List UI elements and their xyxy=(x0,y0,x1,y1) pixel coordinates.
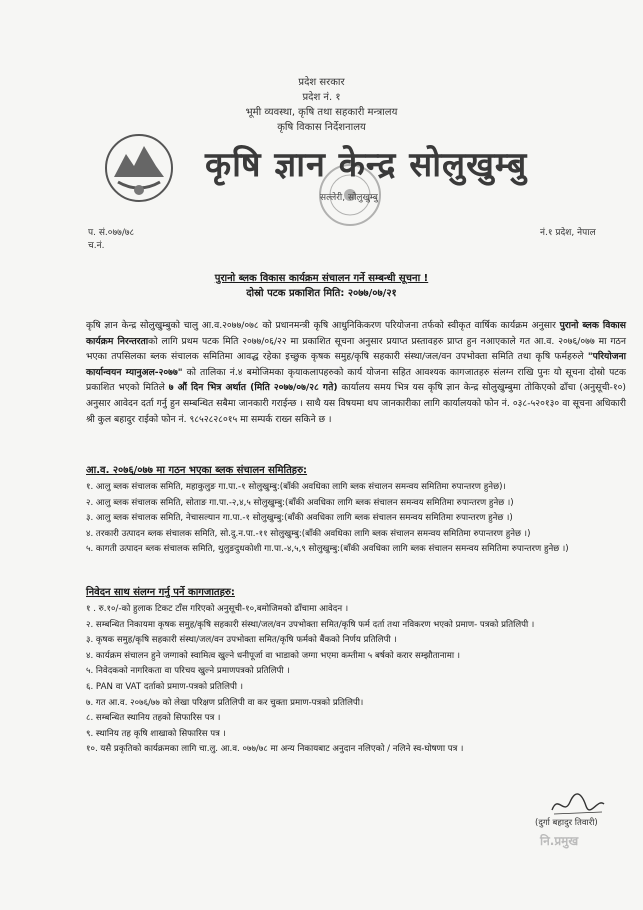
list-item: १०. यसै प्रकृतिको कार्यक्रमका लागि चा.लु. आ.व. ०७७/७८ मा अन्य निकायबाट अनुदान नलिएको / नलिने स्व-घोषणा पत्र । xyxy=(86,744,464,755)
list-item: १. आलु ब्लक संचालक समिति, महाकुलुङ गा.पा.-१ सोलुखुम्बु:(बाँकी अवधिका लागि ब्लक संचालन समन्वय समितिमा रुपान्तरण हुनेछ)। xyxy=(86,482,506,492)
list-item: ६. PAN वा VAT दर्ताको प्रमाण-पत्रको प्रतिलिपी । xyxy=(86,681,244,692)
documents-heading: निवेदन साथ संलग्न गर्नु पर्ने कागजातहरु: xyxy=(86,587,235,598)
province-label: नं.१ प्रदेश, नेपाल xyxy=(540,228,596,238)
reference-number: प. सं.०७७/७८ xyxy=(88,228,135,238)
office-location: सल्लेरी, सोलुखुम्बु xyxy=(320,193,378,203)
list-item: १ . रु.१०/-को हुलाक टिकट टाँस गरिएको अनुसूची-१०,बमोजिमको ढाँचामा आवेदन । xyxy=(86,604,349,614)
committees-list xyxy=(86,480,631,558)
faded-designation: नि.प्रमुख xyxy=(540,834,579,848)
header-line-3: भूमी व्यवस्था, कृषि तथा सहकारी मन्त्रालय xyxy=(245,107,398,118)
documents-list xyxy=(86,602,631,758)
header-line-4: कृषि विकास निर्देशनालय xyxy=(277,122,366,133)
list-item: ३. कृषक समुह/कृषि सहकारी संस्था/जल/वन उपभोक्ता समित/कृषि फर्मको बैंकको निर्णय प्रतिलिपी । xyxy=(86,635,397,646)
committees-heading: आ.व. २०७६/०७७ मा गठन भएका ब्लक संचालन समितिहरु: xyxy=(86,465,308,476)
notice-title: पुरानो ब्लक विकास कार्यक्रम संचालन गर्ने सम्बन्धी सूचना ! xyxy=(214,273,429,284)
signature xyxy=(548,790,608,818)
header-line-2: प्रदेश नं. १ xyxy=(302,92,341,103)
signatory-name: (दुर्गा बहादुर तिवारी) xyxy=(535,818,598,828)
list-item: ४. तरकारी उत्पादन ब्लक संचालक समिति, सो.दु.न.पा.-११ सोलुखुम्बु:(बाँकी अवधिका लागि ब्लक संचालन समन्वय समितिमा रुपान्तरण हुनेछ ।) xyxy=(86,528,531,539)
list-item: ५. निवेदकको नागरिकता वा परिचय खुल्ने प्रमाणपत्रको प्रतिलिपी । xyxy=(86,666,290,677)
list-item: २. सम्बन्धित निकायमा कृषक समुह/कृषि सहकारी संस्था/जल/वन उपभोक्ता समित/कृषि फर्म दर्ता तथा नविकरण भएको प्रमाण- पत्रको प्रतिलिपी । xyxy=(86,619,535,630)
list-item: ४. कार्यक्रम संचालन हुने जग्गाको स्वामित्व खुल्ने धनीपूर्जा वा भाडाको जग्गा भएमा कम्तीमा ५ बर्षको करार सम्झौतानामा । xyxy=(86,650,461,661)
notice-body: कृषि ज्ञान केन्द्र सोलुखुम्बुको चालु आ.व.२०७७/०७८ को प्रधानमन्त्री कृषि आधुनिकिकरण परियोजना तर्फको स्वीकृत वार्षिक कार्यक्रम अनुसार पुरानो ब्लक विकास कार्यक्रम निरन्तरताको लागि प्रथम पटक मिति २०७७/०६/२२ मा प्रकाशित सूचना अनुसार प्रयाप्त प्रस्तावहरु प्राप्त हुन नआएकाले गत आ.व. २०७६/०७७ मा गठन भएका तपसिलका ब्लक संचालक समितिमा आवद्ध रहेका इच्छुक कृषक समुह/कृषि सहकारी संस्था/जल/वन उपभोक्ता समिति तथा कृषि फर्महरुले "परियोजना कार्यान्वयन म्यानुअल-२०७७" को तालिका नं.४ बमोजिमका कृयाकलापहरुको कार्य योजना सहित आवश्यक कागजातहरु संलग्न राखि पुनः यो सूचना दोस्रो पटक प्रकाशित भएको मितिले ७ औं दिन भित्र अर्थात (मिति २०७७/०७/२८ गते) कार्यालय समय भित्र यस कृषि ज्ञान केन्द्र सोलुखुम्बुमा तोकिएको ढाँचा (अनुसूची-१०) अनुसार आवेदन दर्ता गर्नु हुन सम्बन्धित सबैमा जानकारी गराईन्छ । साथै यस विषयमा थप जानकारीका लागि कार्यालयको फोन नं. ०३८-५२०१३० वा सूचना अधिकारी श्री कुल बहादुर राईको फोन नं. ९८५२८२८०१५ मा सम्पर्क राख्न सकिने छ । xyxy=(86,320,626,425)
notice-subtitle: दोस्रो पटक प्रकाशित मिति: २०७७/०७/२१ xyxy=(246,288,397,299)
nepal-emblem-logo xyxy=(104,132,174,204)
list-item: २. आलु ब्लक संचालक समिति, सोताङ गा.पा.-२,४,५ सोलुखुम्बु:(बाँकी अवधिका लागि ब्लक संचालन समन्वय समितिमा रुपान्तरण हुनेछ ।) xyxy=(86,497,514,508)
list-item: ३. आलु ब्लक संचालक समिति, नेचासल्यान गा.पा.-१ सोलुखुम्बु:(बाँकी अवधिका लागि ब्लक संचालन समन्वय समितिमा रुपान्तरण हुनेछ ।) xyxy=(86,513,513,524)
header-line-1: प्रदेश सरकार xyxy=(298,77,345,88)
dispatch-number: च.नं. xyxy=(88,241,105,251)
list-item: ५. कागती उत्पादन ब्लक संचालक समिति, थुलुङदुधकोशी गा.पा.-४,५,९ सोलुखुम्बु:(बाँकी अवधिका लागि ब्लक संचालन समन्वय समितिमा रुपान्तरण हुनेछ ।) xyxy=(86,544,569,555)
list-item: ७. गत आ.व. २०७६/७७ को लेखा परिक्षण प्रतिलिपी वा कर चुक्ता प्रमाण-पत्रको प्रतिलिपी। xyxy=(86,697,364,708)
list-item: ८. सम्बन्धित स्थानिय तहको सिफारिस पत्र । xyxy=(86,713,221,724)
office-title: कृषि ज्ञान केन्द्र सोलुखुम्बु xyxy=(205,145,528,185)
list-item: ९. स्थानिय तह कृषि शाखाको सिफारिस पत्र । xyxy=(86,728,226,739)
